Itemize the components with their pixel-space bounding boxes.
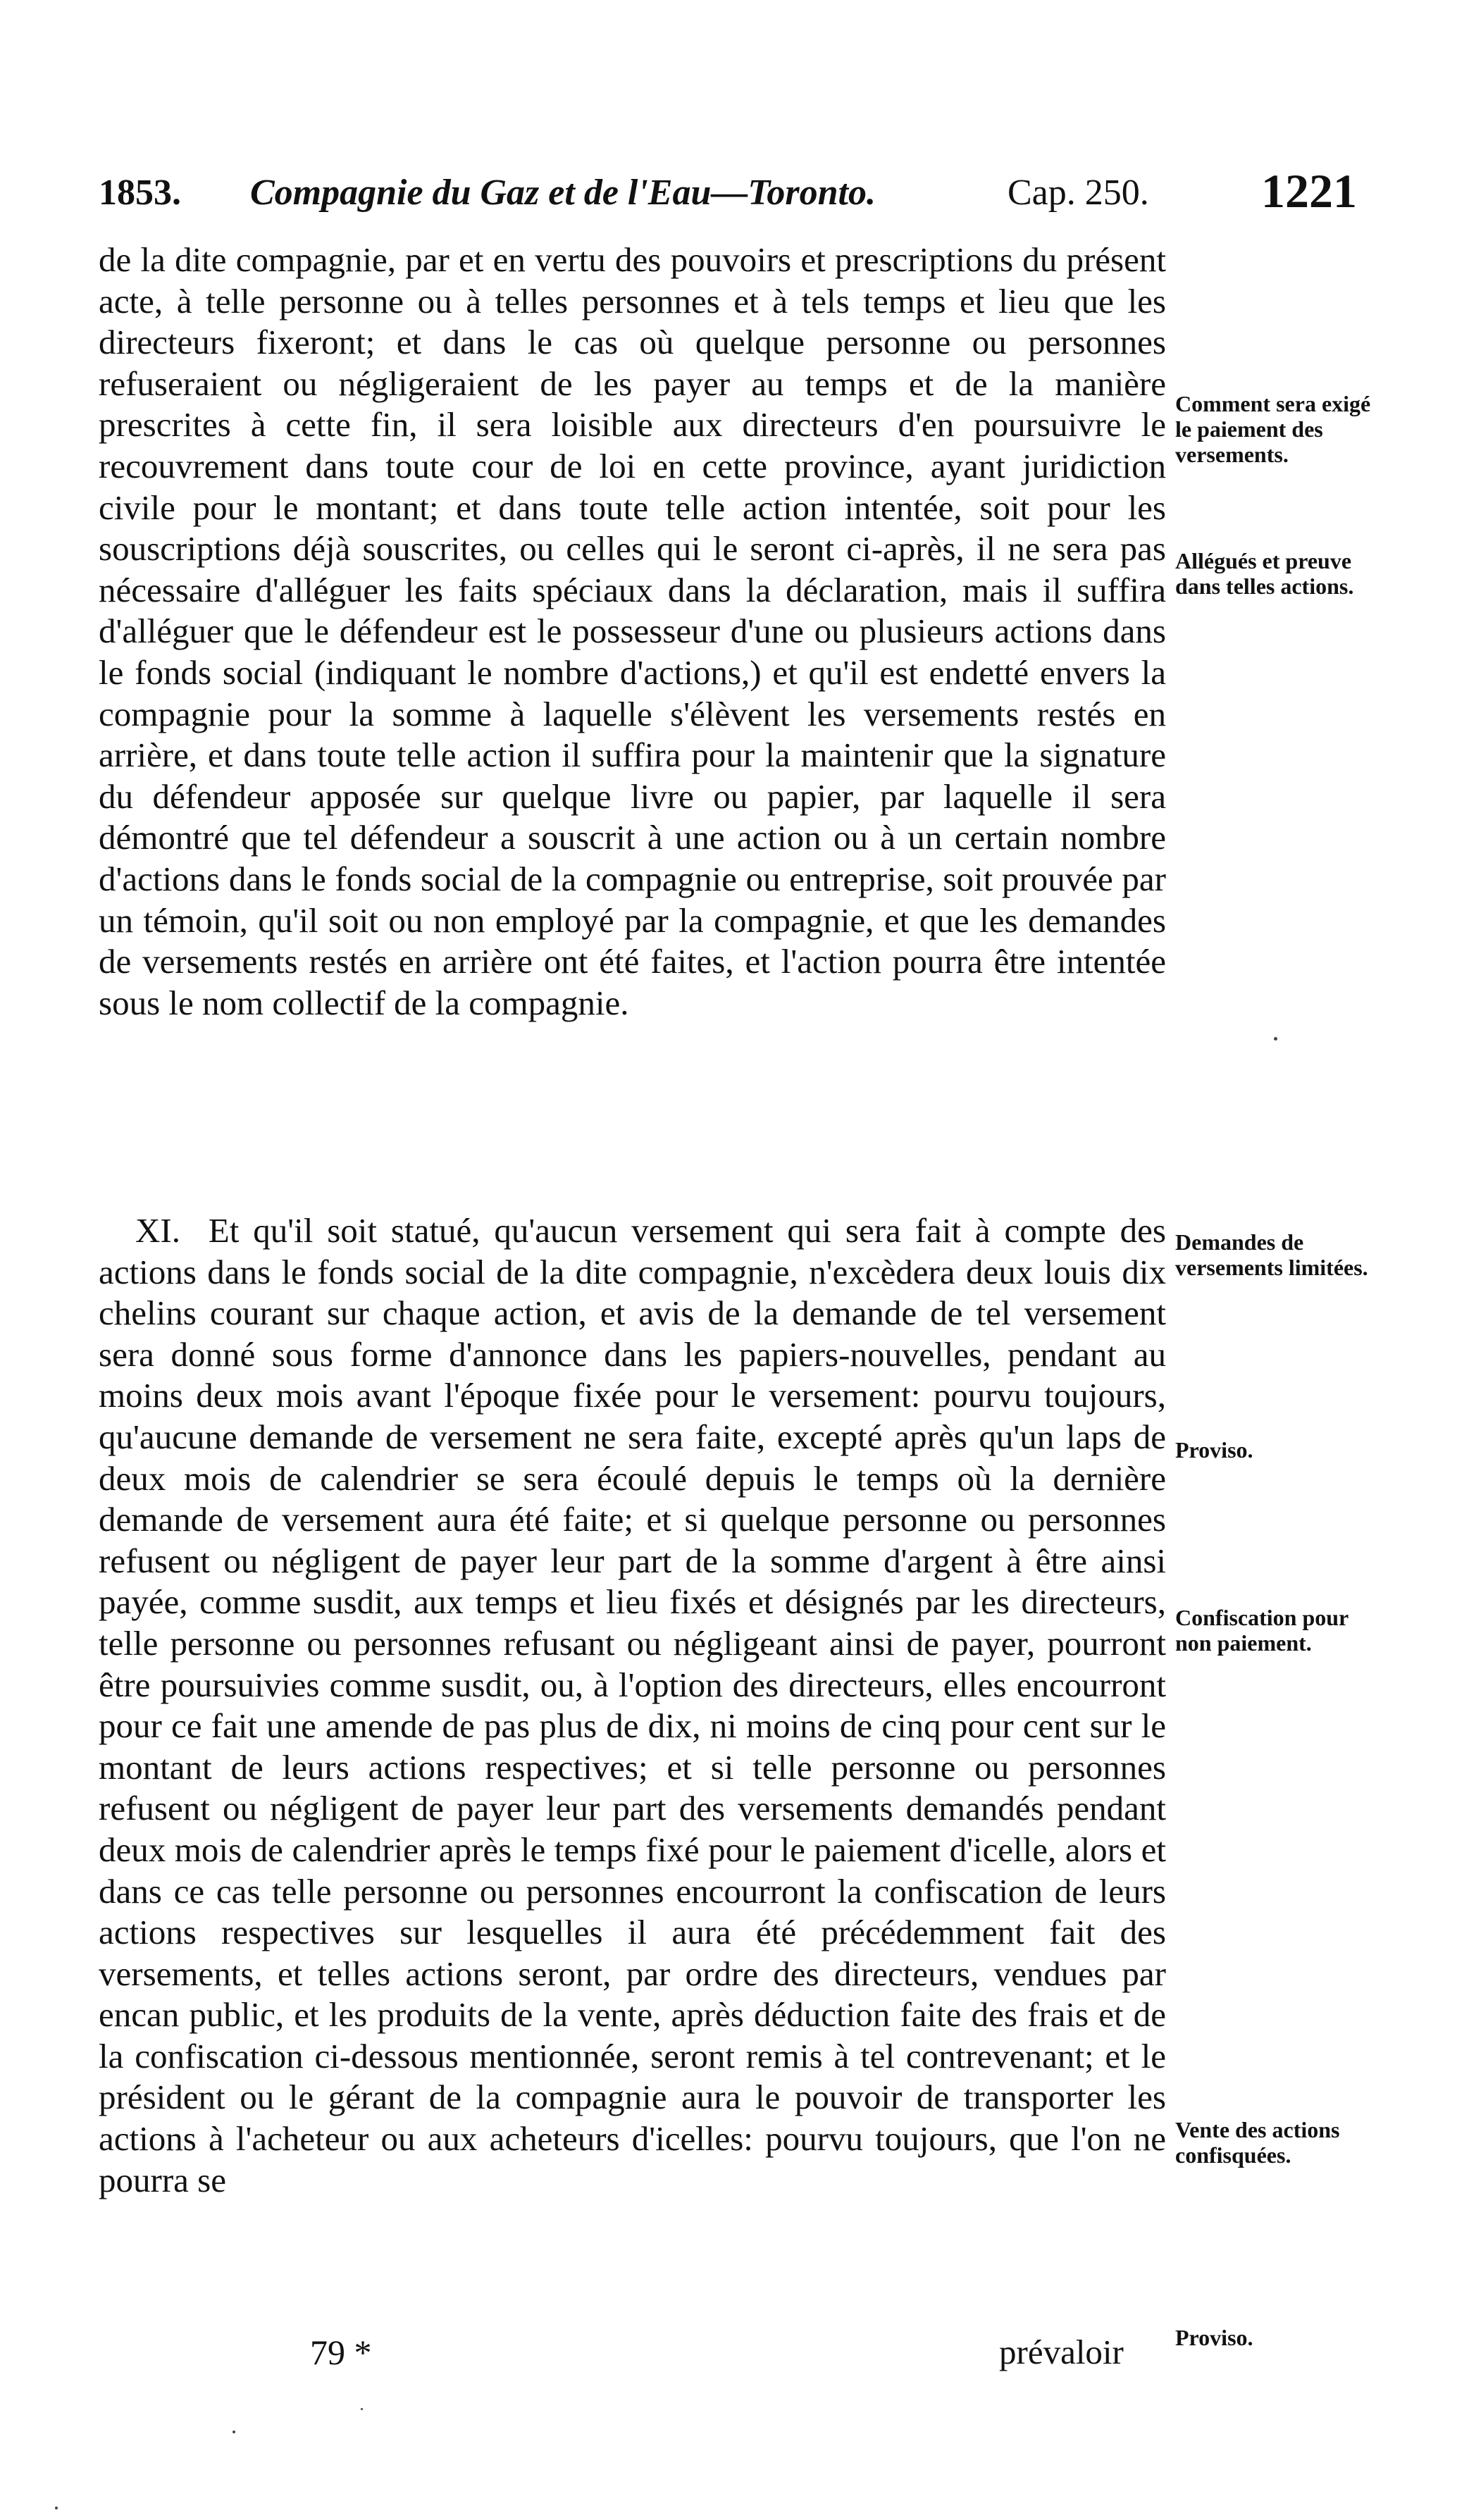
- margin-note-comment-sera-exige: Comment sera exigé le paiement des versements.: [1175, 391, 1371, 467]
- header-title: Compagnie du Gaz et de l'Eau—Toronto.: [250, 173, 876, 213]
- margin-note-demandes-de-versements: Demandes de versements limitées.: [1175, 1229, 1368, 1280]
- header-chapter: Cap. 250.: [1008, 173, 1149, 213]
- section-xi-paragraph: [99, 1210, 1166, 2201]
- print-speck: [55, 2507, 58, 2509]
- margin-note-proviso-1: Proviso.: [1175, 1437, 1253, 1463]
- margin-note-allegues-et-preuve: Allégués et preuve dans telles actions.: [1175, 548, 1354, 599]
- print-speck: [361, 2408, 363, 2410]
- header-year: 1853.: [99, 173, 181, 213]
- paragraph-continued: de la dite compagnie, par et en vertu des pouvoirs et prescriptions du présent acte, à telle personne ou à telles personnes et à tels temps et lieu que les directeurs fixeront; et dans le cas où quelque personne ou personnes refuseraient ou négligeraient de les payer au temps et de la manière prescrites à cette fin, il sera loisible aux directeurs d'en poursuivre le recouvrement dans toute cour de loi en cette province, ayant juridiction civile pour le montant; et dans toute telle action intentée, soit pour les souscriptions déjà souscrites, ou celles qui le seront ci-après, il ne sera pas nécessaire d'alléguer les faits spéciaux dans la déclaration, mais il suffira d'alléguer que le défendeur est le possesseur d'une ou plusieurs actions dans le fonds social (indiquant le nombre d'actions,) et qu'il est endetté envers la compagnie pour la somme à laquelle s'élèvent les versements restés en arrière, et dans toute telle action il suffira pour la maintenir que la signature du défendeur apposée sur quelque livre ou papier, par laquelle il sera démontré que tel défendeur a souscrit à une action ou à un certain nombre d'actions dans le fonds social de la compagnie ou entreprise, soit prouvée par un témoin, qu'il soit ou non employé par la compagnie, et que les demandes de versements restés en arrière ont été faites, et l'action pourra être intentée sous le nom collectif de la compagnie.: [99, 240, 1166, 1022]
- text-block-section-xi: [99, 1210, 1166, 2201]
- section-number: XI.: [135, 1211, 180, 1250]
- catchword: prévaloir: [999, 2333, 1124, 2371]
- margin-note-vente-des-actions: Vente des actions confisquées.: [1175, 2117, 1340, 2168]
- page-number: 1221: [1261, 164, 1357, 218]
- running-header: [99, 163, 1367, 220]
- print-speck: [233, 2431, 235, 2433]
- section-xi-text: Et qu'il soit statué, qu'aucun versement qui sera fait à compte des actions dans le fonds social de la dite compagnie, n'excèdera deux louis dix chelins courant sur chaque action, et avis de la demande de tel versement sera donné sous forme d'annonce dans les papiers-nouvelles, pendant au moins deux mois avant l'époque fixée pour le versement: pourvu toujours, qu'aucune demande de versement ne sera faite, excepté après qu'un laps de deux mois de calendrier se sera écoulé depuis le temps où la dernière demande de versement aura été faite; et si quelque personne ou personnes refusent ou négligent de payer leur part de la somme d'argent à être ainsi payée, comme susdit, aux temps et lieu fixés et désignés par les directeurs, telle personne ou personnes refusant ou négligeant ainsi de payer, pourront être poursuivies comme susdit, ou, à l'option des directeurs, elles encourront pour ce fait une amende de pas plus de dix, ni moins de cinq pour cent sur le montant de leurs actions respectives; et si telle personne ou personnes refusent ou négligent de payer leur part des versements demandés pendant deux mois de calendrier après le temps fixé pour le paiement d'icelle, alors et dans ce cas telle personne ou personnes encourront la confiscation de leurs actions respectives sur lesquelles il aura été précédemment fait des versements, et telles actions seront, par ordre des directeurs, vendues par encan public, et les produits de la vente, après déduction faite des frais et de la confiscation ci-dessous mentionnée, seront remis à tel contrevenant; et le président ou le gérant de la compagnie aura le pouvoir de transporter les actions à l'acheteur ou aux acheteurs d'icelles: pourvu toujours, que l'on ne pourra se: [99, 1211, 1166, 2199]
- text-block-continued: [99, 240, 1166, 1024]
- margin-note-proviso-2: Proviso.: [1175, 2325, 1253, 2350]
- signature-mark: 79 *: [310, 2333, 372, 2372]
- print-speck: [1274, 1037, 1277, 1041]
- margin-note-confiscation: Confiscation pour non paiement.: [1175, 1605, 1349, 1656]
